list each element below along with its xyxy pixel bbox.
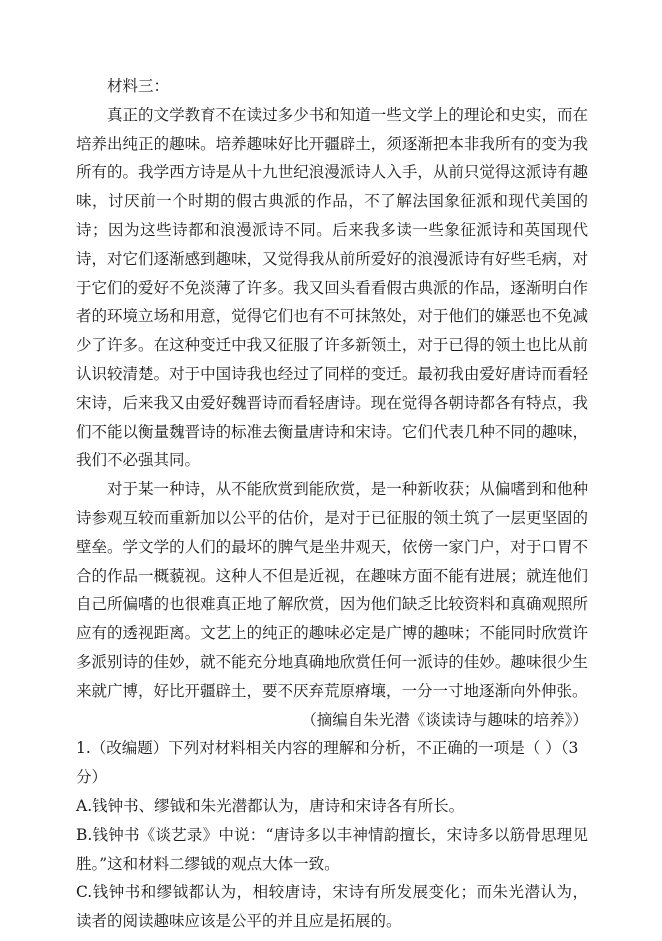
question-option-a: A.钱钟书、缪钺和朱光潜都认为，唐诗和宋诗各有所长。 xyxy=(76,796,465,815)
material-source: （摘编自朱光潜《谈读诗与趣味的培养》） xyxy=(301,710,588,729)
question-option-b: B.钱钟书《谈艺录》中说：“唐诗多以丰神情韵擅长，宋诗多以筋骨思理见胜。”这和材料二缪钺的观点大体一致。 xyxy=(76,825,588,873)
material-paragraph-1: 真正的文学教育不在读过多少书和知道一些文学上的理论和史实，而在培养出纯正的趣味。培养趣味好比开疆辟土，须逐渐把本非我所有的变为我所有的。我学西方诗是从十九世纪浪漫派诗人入手，从前只觉得这派诗有趣味，讨厌前一个时期的假古典派的作品，不了解法国象征派和现代美国的诗；因为这些诗都和浪漫派诗不同。后来我多读一些象征派诗和英国现代诗，对它们逐渐感到趣味，又觉得我从前所爱好的浪漫派诗有好些毛病，对于它们的爱好不免淡薄了许多。我又回头看看假古典派的作品，逐渐明白作者的环境立场和用意，觉得它们也有不可抹煞处，对于他们的嫌恶也不免减少了许多。在这种变迁中我又征服了许多新领土，对于已得的领土也比从前认识较清楚。对于中国诗我也经过了同样的变迁。最初我由爱好唐诗而看轻宋诗，后来我又由爱好魏晋诗而看轻唐诗。现在觉得各朝诗都各有特点，我们不能以衡量魏晋诗的标准去衡量唐诗和宋诗。它们代表几种不同的趣味，我们不必强其同。 xyxy=(76,105,588,470)
document-page xyxy=(76,72,588,936)
material-title: 材料三： xyxy=(107,77,170,95)
material-paragraph-2: 对于某一种诗，从不能欣赏到能欣赏，是一种新收获；从偏嗜到和他种诗参观互较而重新加以公平的估价，是对于已征服的领土筑了一层更坚固的壁垒。学文学的人们的最坏的脾气是坐井观天，依傍一家门户，对于口胃不合的作品一概藐视。这种人不但是近视，在趣味方面不能有进展；就连他们自己所偏嗜的也很难真正地了解欣赏，因为他们缺乏比较资料和真确观照所应有的透视距离。文艺上的纯正的趣味必定是广博的趣味；不能同时欣赏许多派别诗的佳妙，就不能充分地真确地欣赏任何一派诗的佳妙。趣味很少生来就广博，好比开疆辟土，要不厌弃荒原瘠壤，一分一寸地逐渐向外伸张。 xyxy=(76,480,588,700)
question-option-c: C.钱钟书和缪钺都认为，相较唐诗，宋诗有所发展变化；而朱光潜认为，读者的阅读趣味应该是公平的并且应是拓展的。 xyxy=(76,883,588,931)
question-stem: 1.（改编题）下列对材料相关内容的理解和分析，不正确的一项是（ ）（3分） xyxy=(76,739,579,787)
